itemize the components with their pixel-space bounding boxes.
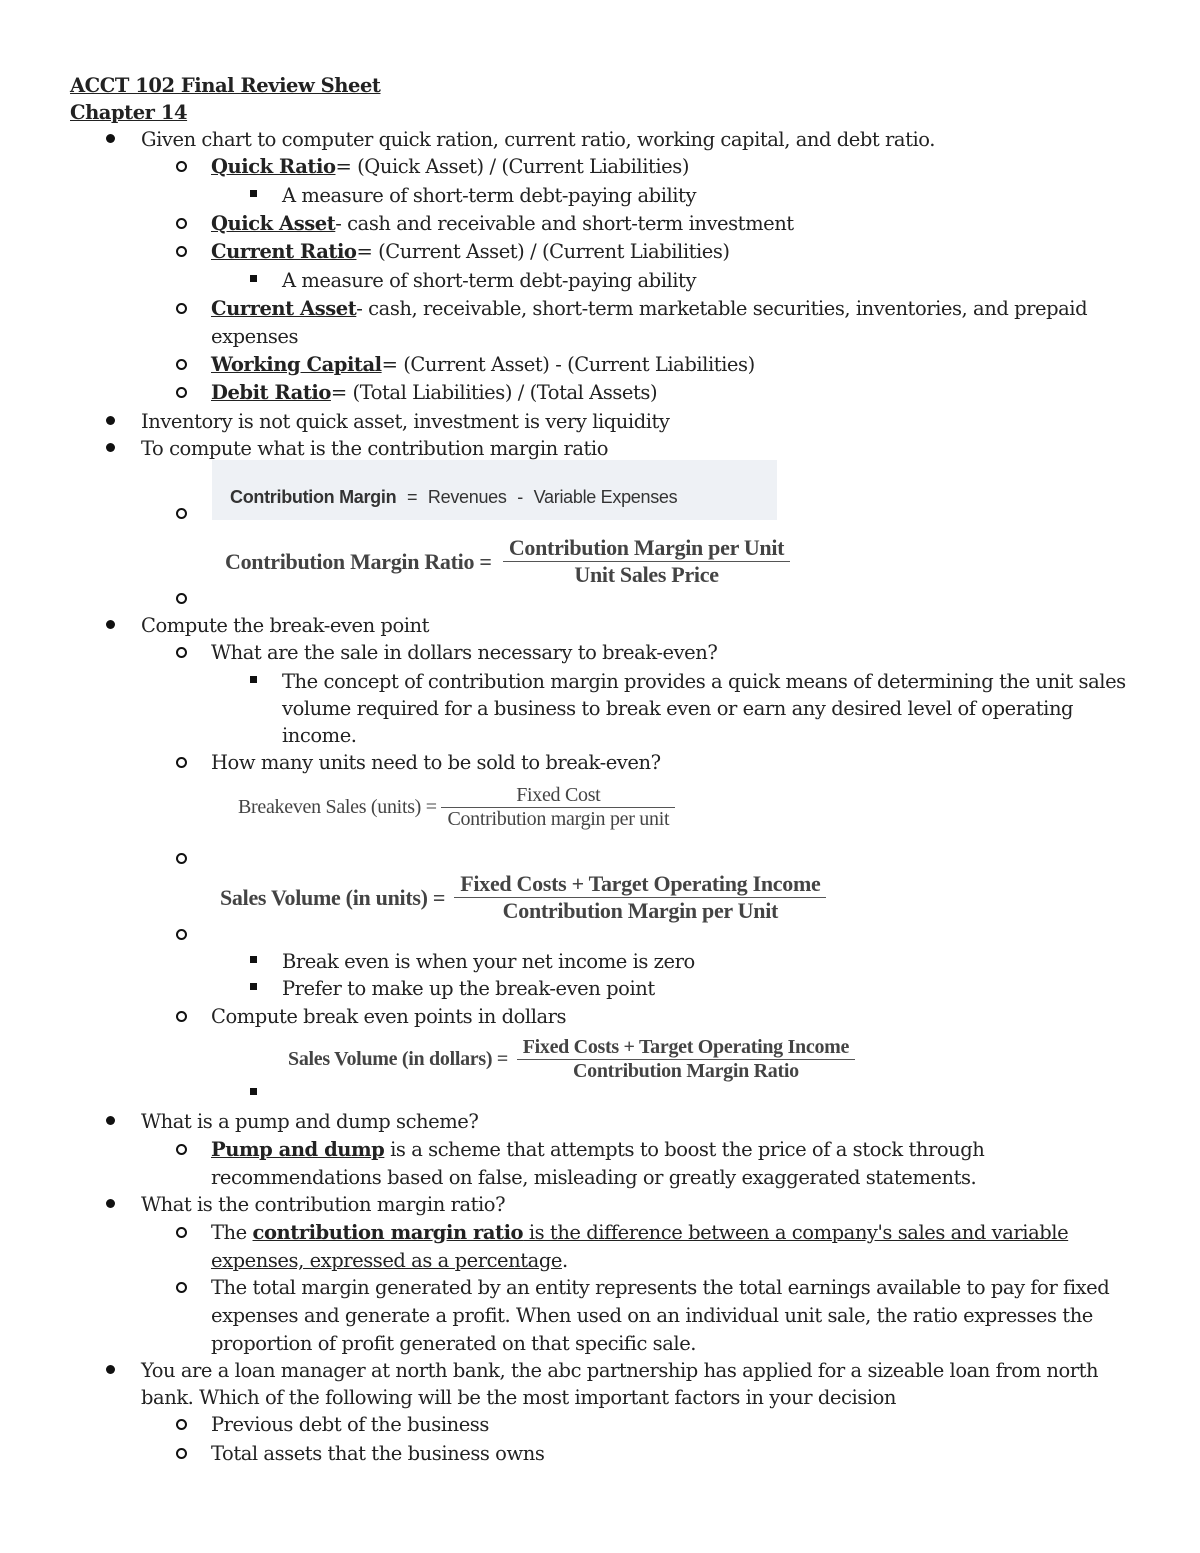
formula-lhs: Sales Volume (in units) = (220, 884, 446, 910)
bullet-square (250, 956, 257, 963)
bullet-disc (106, 443, 115, 452)
list-item: To compute what is the contribution margin ratio (141, 437, 608, 460)
list-item: You are a loan manager at north bank, the abc partnership has applied for a sizeable loan from north (141, 1359, 1099, 1382)
bullet-circle (176, 508, 187, 519)
list-item: Prefer to make up the break-even point (282, 977, 655, 1000)
bullet-square (250, 676, 257, 683)
list-item (211, 210, 794, 237)
list-item-continuation: expenses (211, 325, 299, 348)
list-item: The total margin generated by an entity represents the total earnings available to pay for fixed (211, 1276, 1110, 1299)
term-working-capital: Working Capital (211, 353, 382, 376)
definition: = (Quick Asset) / (Current Liabilities) (335, 155, 689, 178)
formula-numerator: Fixed Costs + Target Operating Income (522, 1036, 850, 1058)
formula-equals: = (406, 487, 418, 507)
formula-cm-ratio (225, 535, 790, 588)
list-item-continuation (211, 1247, 568, 1274)
bullet-disc (106, 1199, 115, 1208)
term-debit-ratio: Debit Ratio (211, 381, 331, 404)
bullet-disc (106, 416, 115, 425)
bullet-square (250, 983, 257, 990)
list-item-continuation: expenses and generate a profit. When used on an individual unit sale, the ratio expresses the (211, 1304, 1093, 1327)
formula-lhs: Contribution Margin Ratio = (225, 548, 492, 574)
bullet-circle (176, 1282, 187, 1293)
text: . (561, 1249, 568, 1272)
list-item (211, 1136, 984, 1163)
list-item: What are the sale in dollars necessary to break-even? (211, 641, 718, 664)
list-item (211, 153, 689, 180)
bullet-square (250, 275, 257, 282)
list-item (211, 238, 730, 265)
chapter-heading: Chapter 14 (70, 101, 188, 124)
list-item (211, 1219, 1068, 1246)
definition: = (Current Asset) - (Current Liabilities) (381, 353, 755, 376)
term-quick-asset: Quick Asset (211, 212, 336, 235)
bullet-circle (176, 853, 187, 864)
list-item: What is the contribution margin ratio? (141, 1193, 506, 1216)
list-item: Inventory is not quick asset, investment is very liquidity (141, 410, 670, 433)
list-item: The concept of contribution margin provides a quick means of determining the unit sales (282, 670, 1126, 693)
bullet-circle (176, 161, 187, 172)
text: The (211, 1221, 253, 1244)
formula-denominator: Contribution Margin Ratio (517, 1059, 855, 1083)
list-item: Compute the break-even point (141, 614, 430, 637)
doc-title: ACCT 102 Final Review Sheet (70, 74, 381, 97)
bullet-circle (176, 303, 187, 314)
term-quick-ratio: Quick Ratio (211, 155, 336, 178)
formula-denominator: Contribution Margin per Unit (454, 897, 826, 924)
list-item-continuation: volume required for a business to break even or earn any desired level of operating (282, 697, 1074, 720)
bullet-circle (176, 1227, 187, 1238)
definition: - cash, receivable, short-term marketable securities, inventories, and prepaid (356, 297, 1088, 320)
bullet-circle (176, 218, 187, 229)
definition: - cash and receivable and short-term investment (335, 212, 794, 235)
bullet-circle (176, 1011, 187, 1022)
bullet-circle (176, 387, 187, 398)
definition: expenses, expressed as a percentage (211, 1249, 562, 1272)
bullet-circle (176, 647, 187, 658)
formula-term: Variable Expenses (533, 487, 678, 507)
formula-numerator: Fixed Costs + Target Operating Income (460, 871, 821, 896)
list-item: Previous debt of the business (211, 1413, 489, 1436)
list-item-continuation: income. (282, 724, 357, 747)
term-current-asset: Current Asset (211, 297, 357, 320)
formula-lhs: Breakeven Sales (units) = (238, 796, 437, 818)
formula-numerator: Contribution Margin per Unit (508, 535, 785, 560)
formula-lhs: Sales Volume (in dollars) = (288, 1048, 508, 1070)
list-item (211, 295, 1087, 322)
definition: = (Current Asset) / (Current Liabilities) (356, 240, 730, 263)
bullet-circle (176, 929, 187, 940)
list-item-continuation: recommendations based on false, misleading or greatly exaggerated statements. (211, 1166, 977, 1189)
list-item (211, 379, 657, 406)
formula-denominator: Contribution margin per unit (441, 807, 675, 831)
bullet-disc (106, 134, 115, 143)
list-item: A measure of short-term debt-paying ability (282, 184, 697, 207)
formula-denominator: Unit Sales Price (503, 561, 790, 588)
term-pump-and-dump: Pump and dump (211, 1138, 385, 1161)
list-item: A measure of short-term debt-paying ability (282, 269, 697, 292)
formula-sales-volume-dollars (288, 1036, 855, 1083)
list-item: Total assets that the business owns (211, 1442, 545, 1465)
definition: = (Total Liabilities) / (Total Assets) (330, 381, 658, 404)
list-item: How many units need to be sold to break-even? (211, 751, 661, 774)
formula-minus: - (517, 487, 523, 507)
bullet-disc (106, 1116, 115, 1125)
formula-sales-volume-units (220, 871, 826, 924)
term-current-ratio: Current Ratio (211, 240, 357, 263)
bullet-square (250, 190, 257, 197)
list-item: What is a pump and dump scheme? (141, 1110, 479, 1133)
list-item: Break even is when your net income is zero (282, 950, 695, 973)
formula-lhs: Contribution Margin (230, 487, 397, 507)
list-item-continuation: proportion of profit generated on that specific sale. (211, 1332, 697, 1355)
bullet-circle (176, 1144, 187, 1155)
list-item-continuation: bank. Which of the following will be the most important factors in your decision (141, 1386, 896, 1409)
bullet-circle (176, 1448, 187, 1459)
definition: is a scheme that attempts to boost the price of a stock through (384, 1138, 985, 1161)
bullet-circle (176, 359, 187, 370)
formula-contribution-margin (212, 460, 777, 520)
formula-breakeven-units (238, 784, 675, 831)
list-item: Given chart to computer quick ration, current ratio, working capital, and debt ratio. (141, 128, 935, 151)
bullet-circle (176, 757, 187, 768)
bullet-disc (106, 1365, 115, 1374)
bullet-circle (176, 1419, 187, 1430)
list-item: Compute break even points in dollars (211, 1005, 567, 1028)
definition: is the difference between a company's sales and variable (523, 1221, 1069, 1244)
term-contribution-margin-ratio: contribution margin ratio (252, 1221, 524, 1244)
bullet-circle (176, 246, 187, 257)
bullet-square (250, 1088, 257, 1095)
formula-term: Revenues (427, 487, 507, 507)
list-item (211, 351, 755, 378)
formula-numerator: Fixed Cost (516, 784, 601, 806)
bullet-disc (106, 620, 115, 629)
bullet-circle (176, 593, 187, 604)
